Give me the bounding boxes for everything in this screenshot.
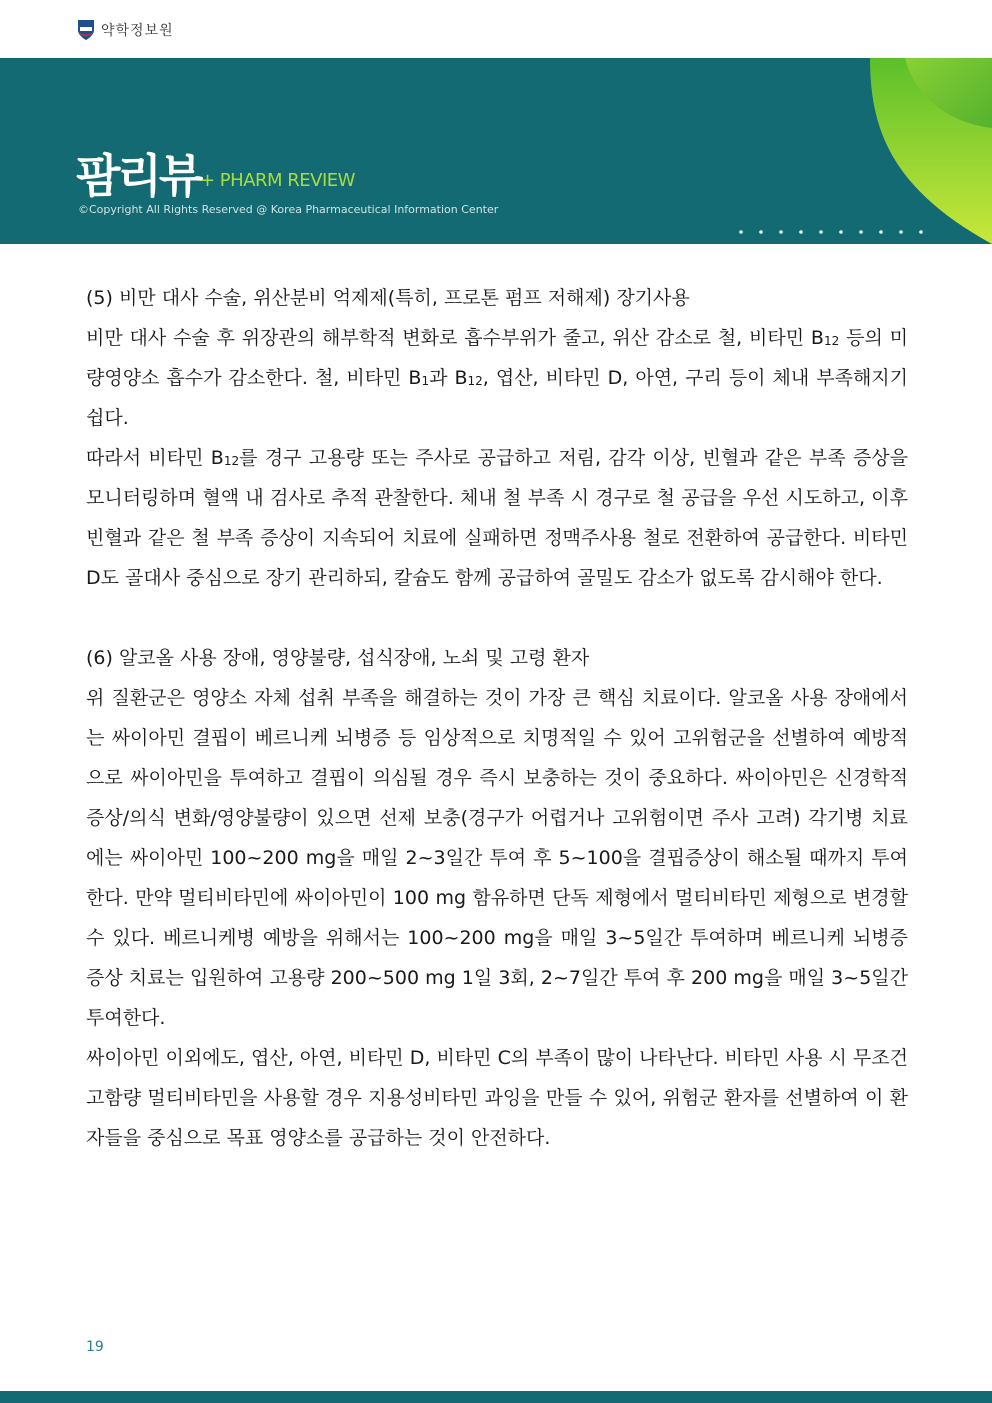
paragraph: 따라서 비타민 $B_{12}$를 경구 고용량 또는 주사로 공급하고 저림, 감각 이상, 빈혈과 같은 부족 증상을 모니터링하며 혈액 내 검사로 추적 관찰한다. 체내 철 부족 시 경구로 철 공급을 우선 시도하고, 이후 빈혈과 같은 철 부족 증상이 지속되어 치료에 실패하면 정맥주사용 철로 전환하여 공급한다. 비타민 D도 골대사 중심으로 장기 관리하되, 칼슘도 함께 공급하여 골밀도 감소가 없도록 감시해야 한다. xyxy=(86,447,908,589)
decorative-dot-grid xyxy=(735,226,935,244)
top-bar xyxy=(0,0,992,58)
paragraph: 위 질환군은 영양소 자체 섭취 부족을 해결하는 것이 가장 큰 핵심 치료이다. 알코올 사용 장애에서는 싸이아민 결핍이 베르니케 뇌병증 등 임상적으로 치명적일 수 있어 고위험군을 선별하여 예방적으로 싸이아민을 투여하고 결핍이 의심될 경우 즉시 보충하는 것이 중요하다. 싸이아민은 신경학적 증상/의식 변화/영양불량이 있으면 선제 보충(경구가 어렵거나 고위험이면 주사 고려) 각기병 치료에는 싸이아민 100~200 mg을 매일 2~3일간 투여 후 5~100을 결핍증상이 해소될 때까지 투여한다. 만약 멀티비타민에 싸이아민이 100 mg 함유하면 단독 제형에서 멀티비타민 제형으로 변경할 수 있다. 베르니케병 예방을 위해서는 100~200 mg을 매일 3~5일간 투여하며 베르니케 뇌병증 증상 치료는 입원하여 고용량 200~500 mg 1일 3회, 2~7일간 투여 후 200 mg을 매일 3~5일간 투여한다. xyxy=(86,687,908,1029)
paragraph: 싸이아민 이외에도, 엽산, 아연, 비타민 D, 비타민 C의 부족이 많이 나타난다. 비타민 사용 시 무조건 고함량 멀티비타민을 사용할 경우 지용성비타민 과잉을 만들 수 있어, 위험군 환자를 선별하여 이 환자들을 중심으로 목표 영양소를 공급하는 것이 안전하다. xyxy=(86,1047,908,1149)
copyright-notice: ©Copyright All Rights Reserved @ Korea Pharmaceutical Information Center xyxy=(78,203,499,216)
publication-title: 팜리뷰 xyxy=(76,149,201,203)
section-heading: (6) 알코올 사용 장애, 영양불량, 섭식장애, 노쇠 및 고령 환자 xyxy=(86,647,590,669)
organization-name: 약학정보원 xyxy=(101,23,174,39)
section-heading: (5) 비만 대사 수술, 위산분비 억제제(특히, 프로톤 펌프 저해제) 장기사용 xyxy=(86,287,690,309)
footer-bar xyxy=(0,1391,992,1403)
publication-subtitle: + PHARM REVIEW xyxy=(200,170,355,191)
organization-logo xyxy=(76,19,96,41)
paragraph: 비만 대사 수술 후 위장관의 해부학적 변화로 흡수부위가 줄고, 위산 감소로 철, 비타민 $B_{12}$ 등의 미량영양소 흡수가 감소한다. 철, 비타민 $B_1$과 $B_{12}$, 엽산, 비타민 D, 아연, 구리 등이 체내 부족해지기 쉽다. xyxy=(86,327,909,429)
page-number: 19 xyxy=(86,1339,104,1355)
article-body xyxy=(86,278,908,1158)
page-header-banner xyxy=(0,58,992,244)
